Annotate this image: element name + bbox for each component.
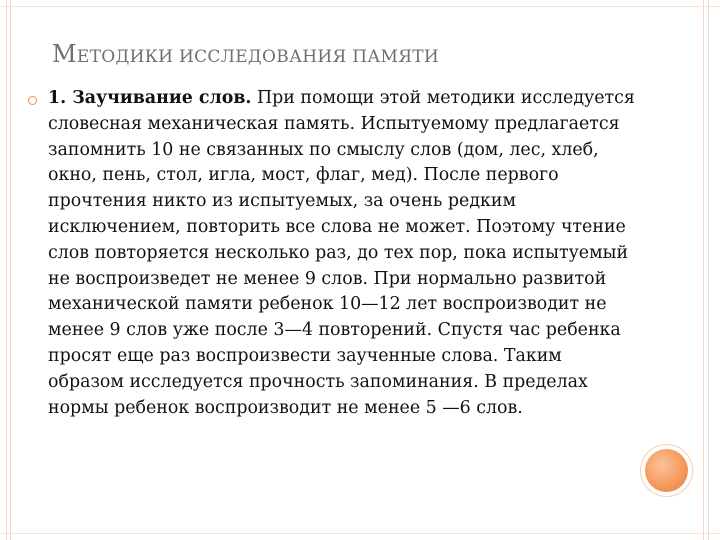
bullet-body-text: При помощи этой методики исследуется словесная механическая память. Испытуемому предлагается запомнить 10 не связанных по смыслу слов (дом, лес, хлеб, окно, пень, стол, игла, мост, флаг, мед). После первого прочтения никто из испытуемых, за очень редким исключением, повторить все слова не может. Поэтому чтение слов повторяется несколько раз, до тех пор, пока испытуемый не воспроизведет не менее 9 слов. При нормально развитой механической памяти ребенок 10—12 лет воспроизводит не менее 9 слов уже после 3—4 повторений. Спустя час ребенка просят еще раз воспроизвести заученные слова. Таким образом исследуется прочность запоминания. В пределах нормы ребенок воспроизводит не менее 5 —6 слов. bbox=[48, 88, 635, 418]
title-rest: ЕТОДИКИ ИССЛЕДОВАНИЯ ПАМЯТИ bbox=[76, 47, 440, 67]
title-first-letter: М bbox=[52, 40, 77, 68]
decorative-orb-icon bbox=[645, 449, 688, 492]
bullet-bold-lead: 1. Заучивание слов. bbox=[48, 88, 252, 108]
bullet-paragraph bbox=[48, 86, 638, 421]
frame-line-left-inner bbox=[10, 0, 11, 540]
frame-line-right-inner bbox=[703, 0, 704, 540]
slide-title bbox=[52, 40, 439, 68]
frame-line-bottom bbox=[0, 533, 720, 534]
frame-line-right-outer bbox=[708, 0, 709, 540]
frame-line-top bbox=[0, 6, 720, 7]
bullet-circle-icon bbox=[28, 96, 37, 105]
frame-line-left-outer bbox=[6, 0, 7, 540]
